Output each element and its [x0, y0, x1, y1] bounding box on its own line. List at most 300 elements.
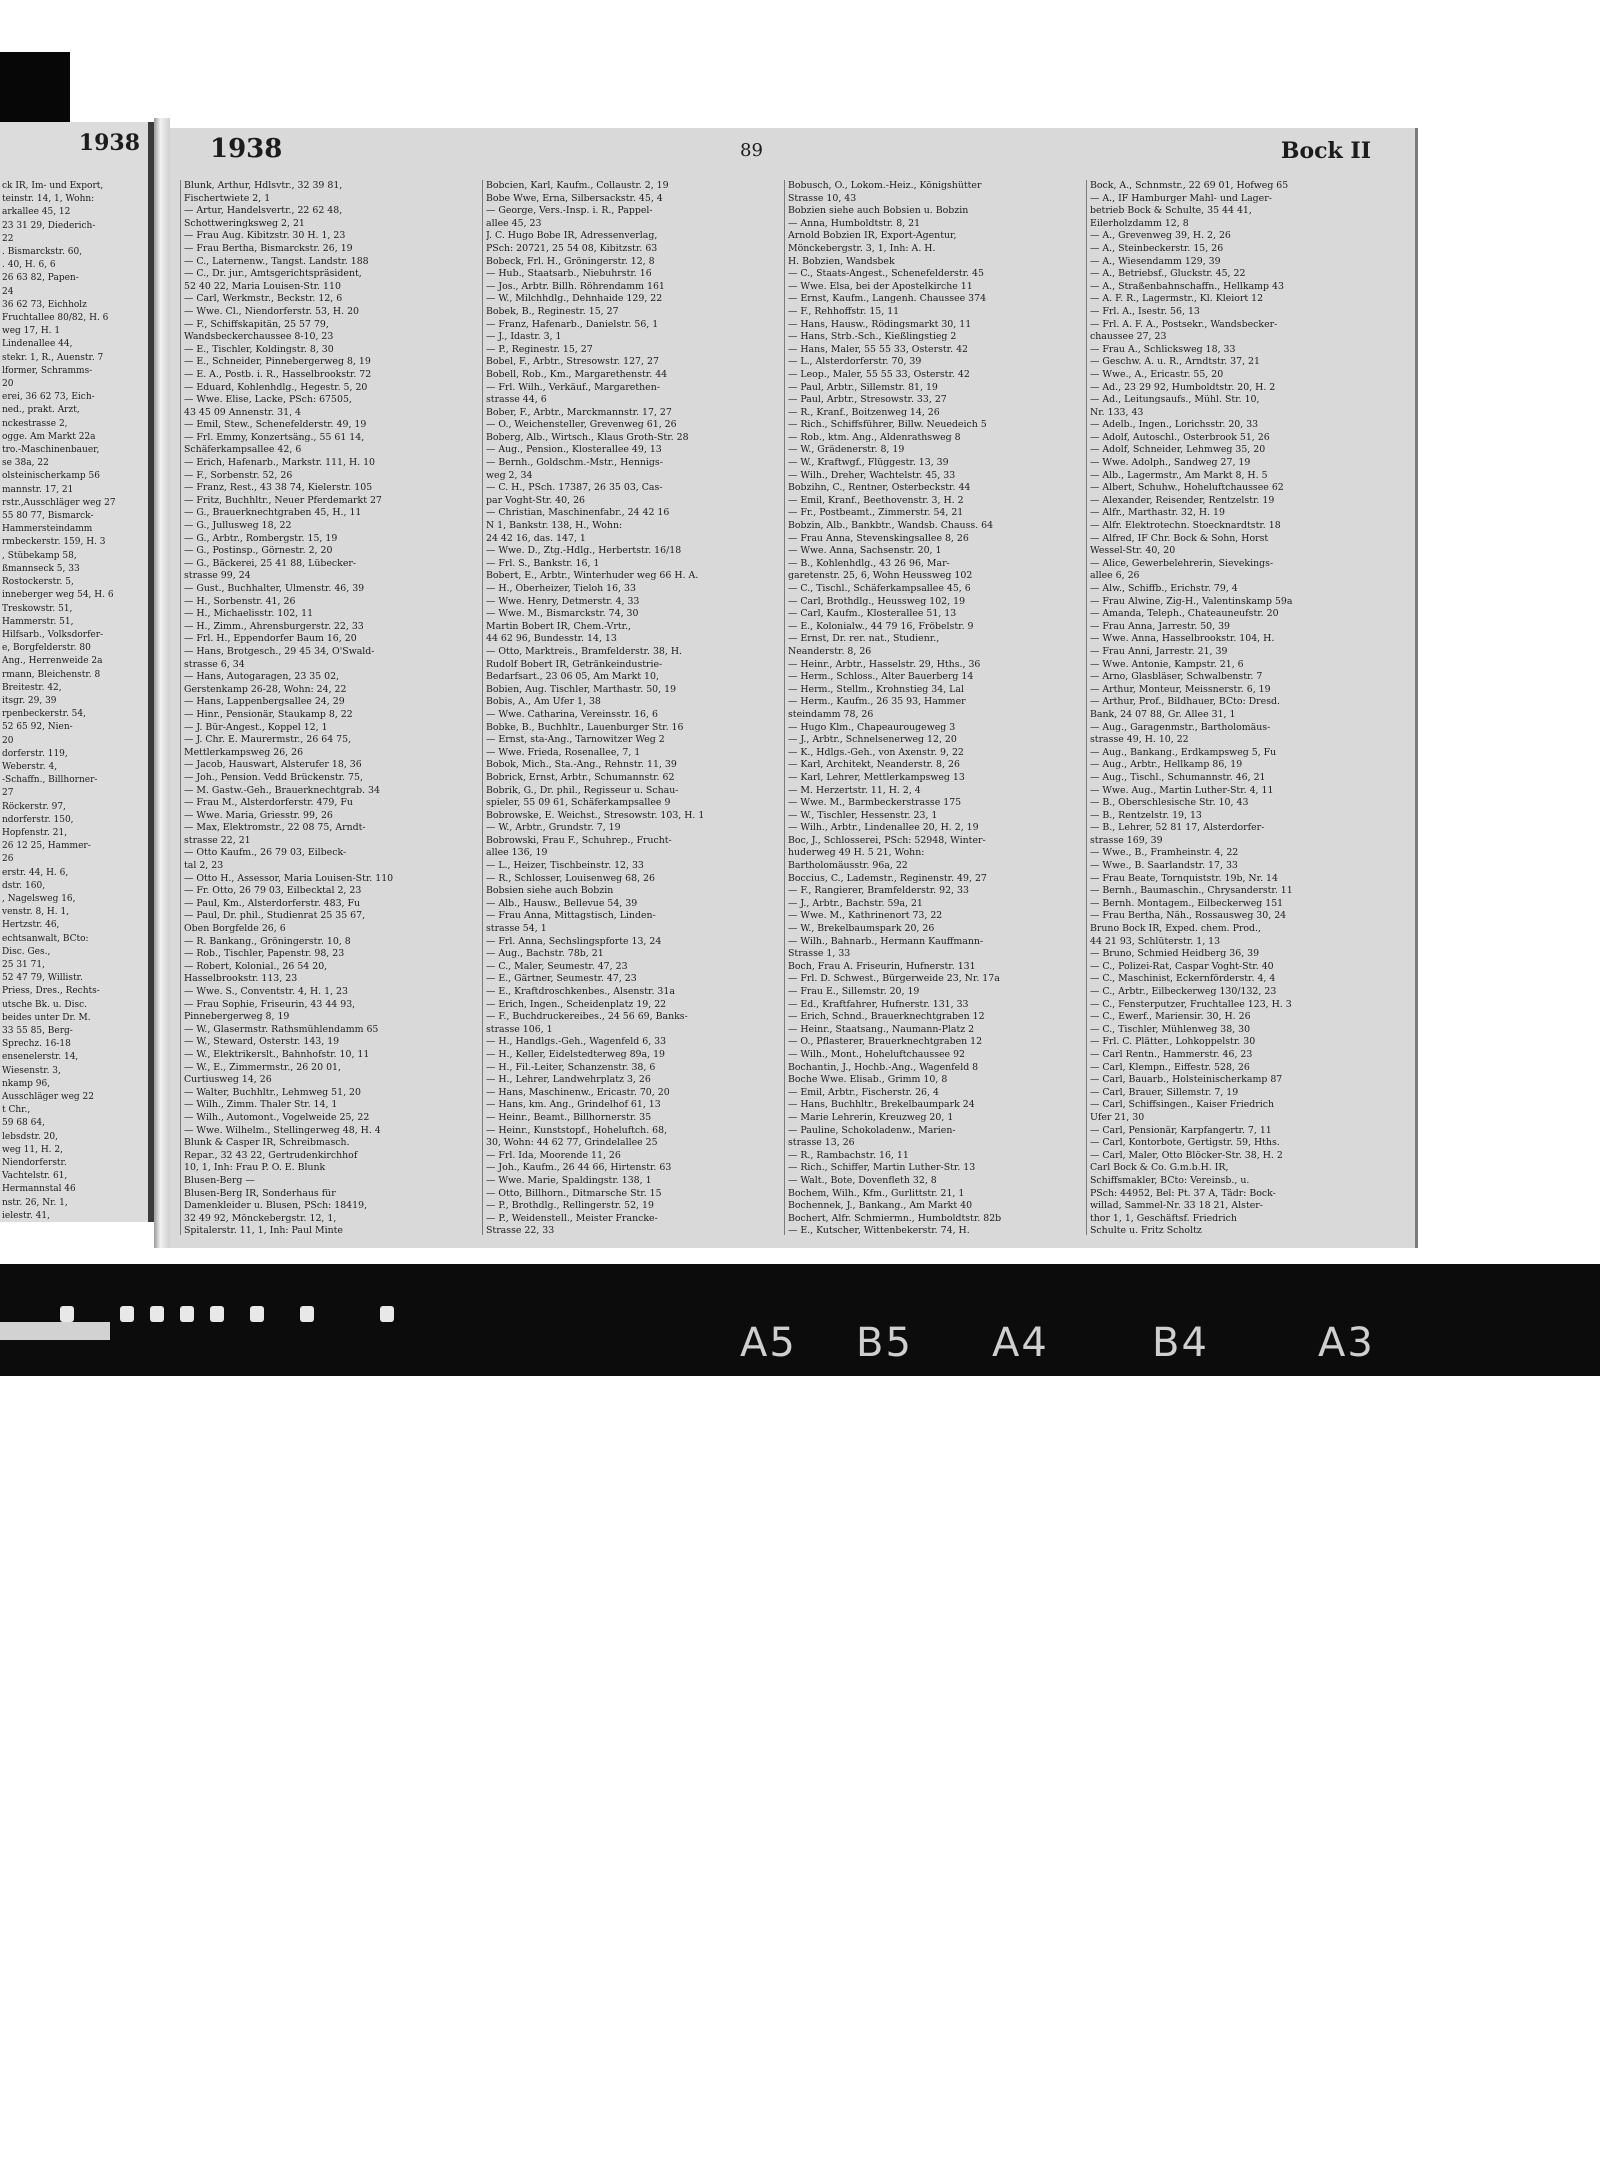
- directory-entry: — Walter, Buchhltr., Lehmweg 51, 20: [184, 1086, 361, 1098]
- directory-entry: — J. Chr. E. Maurermstr., 26 64 75,: [184, 734, 352, 746]
- directory-entry: — Frl. A., Isestr. 56, 13: [1090, 305, 1200, 317]
- directory-entry: — Carl, Kontorbote, Gertigstr. 59, Hths.: [1090, 1137, 1280, 1149]
- directory-entry: strasse 106, 1: [486, 1023, 553, 1035]
- directory-entry: — Emil, Stew., Schenefelderstr. 49, 19: [184, 419, 367, 431]
- left-page-line: Disc. Ges.,: [2, 946, 51, 957]
- directory-entry: — P., Brothdlg., Rellingerstr. 52, 19: [486, 1200, 654, 1212]
- microfilm-strip: [0, 1264, 1600, 1376]
- directory-entry: — C., Dr. jur., Amtsgerichtspräsident,: [184, 268, 362, 280]
- directory-entry: — W., Brekelbaumspark 20, 26: [788, 923, 935, 935]
- directory-entry: — A., Straßenbahnschaffn., Hellkamp 43: [1090, 280, 1284, 292]
- directory-entry: Bober, F., Arbtr., Marckmannstr. 17, 27: [486, 406, 672, 418]
- directory-entry: Mettlerkampsweg 26, 26: [184, 746, 304, 758]
- directory-entry: — C., Ewerf., Mariensir. 30, H. 26: [1090, 1011, 1251, 1023]
- directory-entry: — H., Handlgs.-Geh., Wagenfeld 6, 33: [486, 1036, 667, 1048]
- directory-entry: 32 49 92, Mönckebergstr. 12, 1,: [184, 1212, 337, 1224]
- left-page-line: 52 65 92, Nien-: [2, 722, 73, 733]
- directory-entry: — A., Betriebsf., Gluckstr. 45, 22: [1090, 268, 1246, 280]
- directory-entry: — F., Schiffskapitän, 25 57 79,: [184, 318, 329, 330]
- directory-entry: — Erich, Ingen., Scheidenplatz 19, 22: [486, 998, 667, 1010]
- directory-entry: — L., Heizer, Tischbeinstr. 12, 33: [486, 860, 644, 872]
- directory-entry: — Paul, Km., Alsterdorferstr. 483, Fu: [184, 897, 361, 909]
- directory-entry: — G., Jullusweg 18, 22: [184, 520, 292, 532]
- directory-entry: — R. Bankang., Gröningerstr. 10, 8: [184, 935, 351, 947]
- directory-entry: Bochantin, J., Hochb.-Ang., Wagenfeld 8: [788, 1061, 979, 1073]
- directory-entry: Bobrik, G., Dr. phil., Regisseur u. Schau-: [486, 784, 679, 796]
- directory-entry: — Wwe. Cl., Niendorferstr. 53, H. 20: [184, 305, 359, 317]
- directory-entry: strasse 13, 26: [788, 1137, 855, 1149]
- left-page-line: ck IR, Im- und Export,: [2, 181, 104, 191]
- directory-entry: — Arthur, Prof., Bildhauer, BCto: Dresd.: [1090, 696, 1281, 708]
- left-page-line: tro.-Maschinenbauer,: [2, 445, 100, 456]
- directory-entry: — Arthur, Monteur, Meissnerstr. 6, 19: [1090, 683, 1271, 695]
- directory-entry: — Frau Bertha, Bismarckstr. 26, 19: [184, 242, 353, 254]
- directory-entry: — Anna, Humboldtstr. 8, 21: [788, 217, 921, 229]
- directory-entry: — C., Tischl., Schäferkampsallee 45, 6: [788, 583, 971, 594]
- directory-entry: Strasse 10, 43: [788, 192, 857, 204]
- directory-entry: — A., Steinbeckerstr. 15, 26: [1090, 242, 1224, 254]
- directory-entry: — Aug., Bankang., Erdkampsweg 5, Fu: [1090, 746, 1277, 758]
- directory-entry: Blunk, Arthur, Hdlsvtr., 32 39 81,: [184, 180, 343, 191]
- directory-entry: — Frau Bertha, Näh., Rossausweg 30, 24: [1090, 910, 1287, 922]
- directory-entry: — H., Sorbenstr. 41, 26: [184, 595, 296, 607]
- directory-entry: — Christian, Maschinenfabr., 24 42 16: [486, 507, 670, 519]
- film-perforation: [210, 1306, 224, 1322]
- film-perforation: [250, 1306, 264, 1322]
- directory-entry: — Carl, Schiffsingen., Kaiser Friedrich: [1090, 1099, 1275, 1111]
- directory-entry: — E., Schneider, Pinnebergerweg 8, 19: [184, 356, 371, 368]
- left-page-line: 55 80 77, Bismarck-: [2, 511, 94, 522]
- left-page-year: 1938: [78, 130, 140, 156]
- directory-entry: — Aug., Bachstr. 78b, 21: [486, 948, 604, 960]
- directory-entry: — B., Lehrer, 52 81 17, Alsterdorfer-: [1090, 822, 1265, 834]
- left-page-line: beides unter Dr. M.: [2, 1012, 91, 1023]
- directory-entry: — Carl, Klempn., Eiffestr. 528, 26: [1090, 1061, 1250, 1073]
- directory-entry: — Frau Aug. Kibitzstr. 30 H. 1, 23: [184, 230, 346, 242]
- directory-entry: — E., Tischler, Koldingstr. 8, 30: [184, 343, 334, 355]
- directory-entry: — Joh., Kaufm., 26 44 66, Hirtenstr. 63: [486, 1162, 672, 1174]
- film-label: B4: [1152, 1320, 1209, 1366]
- left-page-line: Sprechz. 16-18: [2, 1039, 71, 1050]
- left-page-fragment: [0, 122, 154, 1222]
- directory-entry: — F., Rehhoffstr. 15, 11: [788, 305, 900, 317]
- directory-entry: — J., Idastr. 3, 1: [486, 331, 562, 343]
- directory-entry: — Wwe. Frieda, Rosenallee, 7, 1: [486, 746, 641, 758]
- directory-entry: — Wwe. Maria, Griesstr. 99, 26: [184, 809, 333, 821]
- directory-entry: — M. Herzertstr. 11, H. 2, 4: [788, 784, 921, 796]
- directory-entry: — Hans, Brotgesch., 29 45 34, O'Swald-: [184, 645, 375, 657]
- left-page-line: weg 11, H. 2,: [2, 1144, 63, 1155]
- directory-entry: — F., Sorbenstr. 52, 26: [184, 469, 293, 481]
- directory-entry: garetenstr. 25, 6, Wohn Heussweg 102: [788, 570, 973, 582]
- left-page-line: 25 31 71,: [2, 959, 45, 970]
- directory-entry: — G., Brauerknechtgraben 45, H., 11: [184, 507, 362, 519]
- left-page-line: Wiesenstr. 3,: [2, 1065, 61, 1076]
- directory-entry: — C., Polizei-Rat, Caspar Voght-Str. 40: [1090, 960, 1274, 972]
- directory-entry: Hasselbrookstr. 113, 23: [184, 973, 298, 985]
- directory-entry: — Walt., Bote, Dovenfleth 32, 8: [788, 1174, 937, 1186]
- directory-entry: — C. H., PSch. 17387, 26 35 03, Cas-: [486, 482, 663, 494]
- directory-entry: — Hans, Hausw., Rödingsmarkt 30, 11: [788, 318, 972, 330]
- directory-entry: — Aug., Pension., Klosterallee 49, 13: [486, 444, 662, 456]
- left-page-line: Hammersteindamm: [2, 524, 93, 535]
- page-year: 1938: [210, 134, 283, 164]
- directory-entry: — Paul, Arbtr., Stresowstr. 33, 27: [788, 394, 947, 406]
- directory-entry: — E., Gärtner, Seumestr. 47, 23: [486, 973, 637, 985]
- directory-entry: — Arno, Glasbläser, Schwalbenstr. 7: [1090, 671, 1263, 683]
- directory-entry: Eilerholzdamm 12, 8: [1090, 217, 1189, 229]
- left-page-line: 52 47 79, Willistr.: [2, 973, 83, 984]
- left-page-line: utsche Bk. u. Disc.: [2, 999, 87, 1010]
- directory-entry: — Bernh., Goldschm.-Mstr., Hennigs-: [486, 457, 663, 469]
- directory-entry: Bobis, A., Am Ufer 1, 38: [486, 696, 601, 708]
- directory-entry: — Carl, Maler, Otto Blöcker-Str. 38, H. 2: [1090, 1149, 1283, 1161]
- directory-entry: — C., Maler, Seumestr. 47, 23: [486, 960, 628, 972]
- directory-entry: strasse 169, 39: [1090, 834, 1163, 846]
- directory-entry: thor 1, 1, Geschäftsf. Friedrich: [1090, 1212, 1237, 1224]
- directory-entry: chaussee 27, 23: [1090, 331, 1167, 343]
- left-page-line: 33 55 85, Berg-: [2, 1026, 73, 1036]
- directory-entry: — Pauline, Schokoladenw., Marien-: [788, 1124, 956, 1136]
- directory-entry: — Rob., ktm. Ang., Aldenrathsweg 8: [788, 431, 961, 443]
- left-page-line: lformer, Schramms-: [2, 365, 93, 376]
- directory-entry: — Alfr., Marthastr. 32, H. 19: [1090, 507, 1225, 519]
- directory-entry: — Bernh. Montagem., Eilbeckerweg 151: [1090, 897, 1284, 909]
- directory-entry: Arnold Bobzien IR, Export-Agentur,: [788, 230, 957, 242]
- directory-entry: Nr. 133, 43: [1090, 406, 1144, 418]
- directory-entry: Damenkleider u. Blusen, PSch: 18419,: [184, 1200, 368, 1212]
- directory-entry: — Alb., Hausw., Bellevue 54, 39: [486, 897, 638, 909]
- directory-entry: — H., Oberheizer, Tieloh 16, 33: [486, 583, 636, 594]
- film-bar: [0, 1322, 110, 1340]
- directory-entry: — Gust., Buchhalter, Ulmenstr. 46, 39: [184, 583, 365, 594]
- left-page-line: inneberger weg 54, H. 6: [2, 590, 114, 601]
- directory-entry: — Ed., Kraftfahrer, Hufnerstr. 131, 33: [788, 998, 969, 1010]
- directory-entry: — A., IF Hamburger Mahl- und Lager-: [1090, 192, 1272, 204]
- directory-entry: — Herm., Schloss., Alter Bauerberg 14: [788, 671, 974, 683]
- directory-entry: — C., Tischler, Mühlenweg 38, 30: [1090, 1023, 1251, 1035]
- left-page-line: 22: [2, 233, 14, 244]
- directory-entry: — Wwe. Catharina, Vereinsstr. 16, 6: [486, 708, 658, 720]
- directory-entry: — Frau Anna, Mittagstisch, Linden-: [486, 910, 656, 922]
- directory-entry: — Carl, Brauer, Sillemstr. 7, 19: [1090, 1086, 1239, 1098]
- directory-entry: — Hans, Autogaragen, 23 35 02,: [184, 671, 340, 683]
- directory-entry: — Hub., Staatsarb., Niebuhrstr. 16: [486, 268, 652, 280]
- directory-entry: — C., Maschinist, Eckernförderstr. 4, 4: [1090, 973, 1276, 985]
- left-page-line: nstr. 26, Nr. 1,: [2, 1197, 68, 1208]
- directory-entry: — Wilh., Automont., Vogelweide 25, 22: [184, 1111, 370, 1123]
- directory-entry: huderweg 49 H. 5 21, Wohn:: [788, 847, 925, 859]
- directory-entry: Rudolf Bobert IR, Getränkeindustrie-: [486, 658, 663, 670]
- directory-entry: — Wwe. M., Kathrinenort 73, 22: [788, 910, 943, 922]
- directory-entry: — George, Vers.-Insp. i. R., Pappel-: [486, 205, 653, 217]
- directory-entry: — Frl. H., Eppendorfer Baum 16, 20: [184, 633, 357, 645]
- directory-entry: — Ernst, Kaufm., Langenh. Chaussee 374: [788, 293, 987, 305]
- left-page-line: rpenbeckerstr. 54,: [2, 709, 86, 720]
- left-page-line: Ang., Herrenweide 2a: [2, 656, 103, 667]
- left-page-line: 36 62 73, Eichholz: [2, 299, 87, 310]
- directory-entry: — Heinr., Beamt., Billhornerstr. 35: [486, 1111, 652, 1123]
- left-page-line: Treskowstr. 51,: [2, 603, 73, 614]
- directory-entry: — Amanda, Teleph., Chateauneufstr. 20: [1090, 608, 1279, 620]
- directory-entry: — Alb., Lagermstr., Am Markt 8, H. 5: [1090, 469, 1268, 481]
- directory-entry: — Wilh., Mont., Hoheluftchaussee 92: [788, 1048, 966, 1060]
- directory-entry: Mönckebergstr. 3, 1, Inh: A. H.: [788, 242, 936, 254]
- directory-entry: — E., Kraftdroschkenbes., Alsenstr. 31a: [486, 986, 675, 997]
- directory-entry: Bobrowski, Frau F., Schuhrep., Frucht-: [486, 834, 672, 846]
- left-page-line: , Stübekamp 58,: [2, 550, 77, 561]
- directory-entry: Bobusch, O., Lokom.-Heiz., Königshütter: [788, 180, 982, 191]
- directory-entry: Bobsien siehe auch Bobzin: [486, 885, 614, 897]
- directory-entry: — Paul, Arbtr., Sillemstr. 81, 19: [788, 381, 938, 393]
- directory-entry: — C., Laternenw., Tangst. Landstr. 188: [184, 255, 369, 267]
- directory-column-2: [482, 180, 780, 1235]
- directory-entry: — R., Kranf., Boitzenweg 14, 26: [788, 406, 940, 418]
- left-page-line: Ausschläger weg 22: [2, 1092, 94, 1103]
- directory-entry: — Herm., Kaufm., 26 35 93, Hammer: [788, 696, 966, 708]
- left-page-line: ielestr. 41,: [2, 1210, 50, 1221]
- directory-entry: H. Bobzien, Wandsbek: [788, 255, 895, 267]
- directory-entry: willad, Sammel-Nr. 33 18 21, Alster-: [1090, 1200, 1263, 1212]
- directory-entry: — Albert, Schuhw., Hoheluftchaussee 62: [1090, 482, 1284, 494]
- left-page-line: olsteinischerkamp 56: [2, 471, 100, 482]
- directory-entry: — Frau E., Sillemstr. 20, 19: [788, 986, 920, 997]
- directory-entry: — W., Elektrikerslt., Bahnhofstr. 10, 11: [184, 1048, 370, 1060]
- left-page-line: weg 17, H. 1: [2, 326, 61, 337]
- directory-entry: Bobel, F., Arbtr., Stresowstr. 127, 27: [486, 356, 659, 368]
- directory-entry: — Wwe. Marie, Spaldingstr. 138, 1: [486, 1174, 652, 1186]
- directory-column-4: [1086, 180, 1384, 1235]
- directory-entry: — Frau Anni, Jarrestr. 21, 39: [1090, 645, 1228, 657]
- directory-entry: — A., Wiesendamm 129, 39: [1090, 255, 1221, 267]
- directory-entry: — Robert, Kolonial., 26 54 20,: [184, 960, 328, 972]
- left-page-line: 26: [2, 854, 14, 865]
- directory-entry: Bartholomäusstr. 96a, 22: [788, 860, 908, 872]
- directory-entry: steindamm 78, 26: [788, 708, 874, 720]
- directory-entry: — Frau Anna, Jarrestr. 50, 39: [1090, 620, 1231, 632]
- directory-entry: Gerstenkamp 26-28, Wohn: 24, 22: [184, 683, 347, 695]
- directory-entry: — Frl. Wilh., Verkäuf., Margarethen-: [486, 381, 660, 393]
- directory-entry: — B., Kohlenhdlg., 43 26 96, Mar-: [788, 557, 950, 569]
- directory-entry: Bobok, Mich., Sta.-Ang., Rehnstr. 11, 39: [486, 759, 677, 771]
- directory-entry: — Wwe. D., Ztg.-Hdlg., Herbertstr. 16/18: [486, 545, 682, 557]
- directory-entry: — Frl. S., Bankstr. 16, 1: [486, 557, 600, 569]
- directory-entry: — Wwe. Anna, Sachsenstr. 20, 1: [788, 545, 942, 557]
- left-page-line: ned., prakt. Arzt,: [2, 405, 80, 416]
- directory-entry: Blunk & Casper IR, Schreibmasch.: [184, 1137, 350, 1149]
- film-label: A4: [992, 1320, 1049, 1366]
- directory-entry: Bobzihn, C., Rentner, Osterbeckstr. 44: [788, 482, 971, 494]
- directory-entry: Bruno Bock IR, Exped. chem. Prod.,: [1090, 923, 1261, 935]
- directory-entry: Bobzin, Alb., Bankbtr., Wandsb. Chauss. 64: [788, 520, 994, 532]
- directory-entry: Wessel-Str. 40, 20: [1090, 545, 1176, 557]
- directory-entry: Schulte u. Fritz Scholtz: [1090, 1225, 1202, 1235]
- directory-entry: weg 2, 34: [486, 469, 533, 481]
- directory-entry: — O., Pflasterer, Brauerknechtgraben 12: [788, 1036, 983, 1048]
- directory-entry: — R., Rambachstr. 16, 11: [788, 1149, 909, 1161]
- directory-entry: — E., Kolonialw., 44 79 16, Fröbelstr. 9: [788, 620, 974, 632]
- directory-entry: — Wwe. Henry, Detmerstr. 4, 33: [486, 595, 640, 607]
- directory-entry: — Wwe. S., Conventstr. 4, H. 1, 23: [184, 986, 348, 997]
- directory-entry: Bochennek, J., Bankang., Am Markt 40: [788, 1200, 973, 1212]
- directory-entry: — Otto, Billhorn., Ditmarsche Str. 15: [486, 1187, 662, 1199]
- directory-entry: — Marie Lehrerin, Kreuzweg 20, 1: [788, 1111, 954, 1123]
- directory-entry: — Wwe. Elsa, bei der Apostelkirche 11: [788, 280, 973, 292]
- directory-entry: — B., Oberschlesische Str. 10, 43: [1090, 797, 1249, 809]
- directory-entry: — Fr., Postbeamt., Zimmerstr. 54, 21: [788, 507, 964, 519]
- left-page-line: -Schaffn., Billhorner-: [2, 775, 98, 786]
- left-page-line: Hammerstr. 51,: [2, 616, 74, 627]
- left-page-line: Fruchtallee 80/82, H. 6: [2, 313, 109, 324]
- directory-entry: — Carl, Pensionär, Karpfangertr. 7, 11: [1090, 1124, 1272, 1136]
- directory-entry: Boch, Frau A. Friseurin, Hufnerstr. 131: [788, 960, 976, 972]
- directory-entry: — Wilh., Dreher, Wachtelstr. 45, 33: [788, 469, 956, 481]
- directory-entry: Boc, J., Schlosserei, PSch: 52948, Winter-: [788, 834, 986, 846]
- directory-entry: — Wwe. Antonie, Kampstr. 21, 6: [1090, 658, 1244, 670]
- directory-entry: — Artur, Handelsvertr., 22 62 48,: [184, 205, 343, 217]
- directory-entry: — Aug., Tischl., Schumannstr. 46, 21: [1090, 771, 1266, 783]
- directory-entry: allee 45, 23: [486, 217, 542, 229]
- directory-entry: — Joh., Pension. Vedd Brückenstr. 75,: [184, 771, 363, 783]
- directory-entry: Carl Bock & Co. G.m.b.H. IR,: [1090, 1162, 1229, 1174]
- directory-entry: — H., Zimm., Ahrensburgerstr. 22, 33: [184, 620, 364, 632]
- directory-columns: [180, 180, 1388, 1235]
- directory-entry: — Hugo Klm., Chapeaurougeweg 3: [788, 721, 956, 733]
- directory-entry: — Otto H., Assessor, Maria Louisen-Str. 110: [184, 872, 394, 884]
- directory-entry: — Rob., Tischler, Papenstr. 98, 23: [184, 948, 345, 960]
- directory-entry: — W., E., Zimmermstr., 26 20 01,: [184, 1061, 341, 1073]
- directory-entry: — Frau Beate, Tornquiststr. 19b, Nr. 14: [1090, 872, 1278, 884]
- film-perforation: [380, 1306, 394, 1322]
- left-page-line: itsgr. 29, 39: [2, 695, 57, 706]
- directory-entry: tal 2, 23: [184, 860, 224, 872]
- directory-entry: — C., Arbtr., Eilbeckerweg 130/132, 23: [1090, 986, 1277, 997]
- directory-entry: Bobrick, Ernst, Arbtr., Schumannstr. 62: [486, 771, 675, 783]
- left-page-line: teinstr. 14, 1, Wohn:: [2, 194, 95, 205]
- film-label: B5: [856, 1320, 913, 1366]
- scan-background: [0, 1248, 1600, 2177]
- directory-entry: — B., Rentzelstr. 19, 13: [1090, 809, 1202, 821]
- directory-entry: — E., Kutscher, Wittenbekerstr. 74, H.: [788, 1225, 970, 1235]
- left-page-line: echtsanwalt, BCto:: [2, 933, 89, 944]
- directory-entry: Bobke, B., Buchhltr., Lauenburger Str. 16: [486, 721, 684, 733]
- left-page-line: dorferstr. 119,: [2, 748, 68, 759]
- left-page-line: nkamp 96,: [2, 1078, 51, 1089]
- directory-entry: Bobien, Aug. Tischler, Marthastr. 50, 19: [486, 683, 677, 695]
- directory-entry: — K., Hdlgs.-Geh., von Axenstr. 9, 22: [788, 746, 964, 758]
- left-page-line: rmann, Bleichenstr. 8: [2, 669, 101, 680]
- directory-entry: Ufer 21, 30: [1090, 1111, 1145, 1123]
- film-perforation: [300, 1306, 314, 1322]
- directory-entry: — H., Michaelisstr. 102, 11: [184, 608, 314, 620]
- directory-entry: — Wilh., Bahnarb., Hermann Kauffmann-: [788, 935, 984, 947]
- left-page-line: ndorferstr. 150,: [2, 814, 74, 825]
- directory-entry: — Frl. A. F. A., Postsekr., Wandsbecker-: [1090, 318, 1278, 330]
- directory-entry: — Frl. C. Plätter., Lohkoppelstr. 30: [1090, 1036, 1256, 1048]
- left-page-line: ßmannseck 5, 33: [2, 563, 80, 574]
- directory-entry: J. C. Hugo Bobe IR, Adressenverlag,: [486, 230, 658, 242]
- directory-entry: — Eduard, Kohlenhdlg., Hegestr. 5, 20: [184, 381, 368, 393]
- left-page-line: 24: [2, 286, 14, 297]
- directory-entry: — Wilh., Arbtr., Lindenallee 20, H. 2, 19: [788, 822, 979, 834]
- directory-entry: — Frau M., Alsterdorferstr. 479, Fu: [184, 797, 353, 809]
- directory-entry: Blusen-Berg IR, Sonderhaus für: [184, 1187, 336, 1199]
- directory-entry: — A. F. R., Lagermstr., Kl. Kleiort 12: [1090, 293, 1264, 305]
- directory-entry: — L., Alsterdorferstr. 70, 39: [788, 356, 922, 368]
- directory-entry: — Aug., Arbtr., Hellkamp 86, 19: [1090, 759, 1243, 771]
- directory-entry: — W., Steward, Osterstr. 143, 19: [184, 1036, 340, 1048]
- left-page-line: 23 31 29, Diederich-: [2, 220, 96, 231]
- directory-entry: — Hans, km. Ang., Grindelhof 61, 13: [486, 1099, 661, 1111]
- directory-entry: — Fritz, Buchhltr., Neuer Pferdemarkt 27: [184, 494, 382, 506]
- directory-entry: — Jacob, Hauswart, Alsterufer 18, 36: [184, 759, 362, 771]
- directory-entry: — Ernst, Dr. rer. nat., Studienr.,: [788, 633, 940, 645]
- directory-column-3: [784, 180, 1082, 1235]
- directory-entry: — Jos., Arbtr. Billh. Röhrendamm 161: [486, 280, 665, 292]
- directory-entry: — Carl, Bauarb., Holsteinischerkamp 87: [1090, 1074, 1283, 1086]
- directory-entry: Bochert, Alfr. Schmiermn., Humboldtstr. 82b: [788, 1212, 1002, 1224]
- directory-entry: Bochem, Wilh., Kfm., Gurlittstr. 21, 1: [788, 1187, 965, 1199]
- directory-entry: Repar., 32 43 22, Gertrudenkirchhof: [184, 1149, 358, 1161]
- directory-entry: — Geschw. A. u. R., Arndtstr. 37, 21: [1090, 356, 1260, 368]
- directory-entry: — E. A., Postb. i. R., Hasselbrookstr. 72: [184, 368, 372, 380]
- directory-entry: — Frl. Emmy, Konzertsäng., 55 61 14,: [184, 431, 365, 443]
- directory-entry: — Adolf, Schneider, Lehmweg 35, 20: [1090, 444, 1266, 456]
- directory-entry: — Hans, Maschinenw., Ericastr. 70, 20: [486, 1086, 670, 1098]
- left-page-line: Hertzstr. 46,: [2, 920, 60, 931]
- directory-entry: Schäferkampsallee 42, 6: [184, 444, 302, 456]
- directory-entry: — Wwe. M., Bismarckstr. 74, 30: [486, 608, 639, 620]
- directory-entry: — A., Grevenweg 39, H. 2, 26: [1090, 230, 1231, 242]
- directory-entry: — Wwe., B. Saarlandstr. 17, 33: [1090, 860, 1238, 872]
- directory-entry: — Frau Alwine, Zig-H., Valentinskamp 59a: [1090, 595, 1293, 607]
- directory-entry: — Karl, Architekt, Neanderstr. 8, 26: [788, 759, 960, 771]
- directory-entry: — Franz, Hafenarb., Danielstr. 56, 1: [486, 318, 659, 330]
- directory-entry: — F., Buchdruckereibes., 24 56 69, Banks-: [486, 1011, 688, 1023]
- directory-entry: Bobert, E., Arbtr., Winterhuder weg 66 H. A.: [486, 570, 699, 582]
- directory-entry: — W., Glasermstr. Rathsmühlendamm 65: [184, 1023, 379, 1035]
- left-page-line: rmbeckerstr. 159, H. 3: [2, 537, 106, 548]
- left-page-line: mannstr. 17, 21: [2, 484, 74, 495]
- directory-entry: — Alw., Schiffb., Erichstr. 79, 4: [1090, 583, 1238, 594]
- film-perforation: [180, 1306, 194, 1322]
- directory-entry: — Ernst, sta-Ang., Tarnowitzer Weg 2: [486, 734, 665, 746]
- directory-entry: Pinnebergerweg 8, 19: [184, 1011, 290, 1023]
- left-page-line: Röckerstr. 97,: [2, 801, 66, 812]
- directory-entry: — Frl. D. Schwest., Bürgerweide 23, Nr. 17a: [788, 973, 1000, 985]
- left-page-line: Rostockerstr. 5,: [2, 577, 74, 588]
- left-page-line: erei, 36 62 73, Eich-: [2, 392, 95, 403]
- directory-entry: Boberg, Alb., Wirtsch., Klaus Groth-Str. 28: [486, 431, 689, 443]
- directory-entry: — Paul, Dr. phil., Studienrat 25 35 67,: [184, 910, 366, 922]
- left-page-line: . Bismarckstr. 60,: [2, 247, 83, 258]
- directory-entry: — Hans, Lappenbergsallee 24, 29: [184, 696, 345, 708]
- film-label: A5: [740, 1320, 797, 1366]
- directory-entry: Schiffsmakler, BCto: Vereinsb., u.: [1090, 1174, 1250, 1186]
- directory-entry: PSch: 44952, Bel: Pt. 37 A, Tädr: Bock-: [1090, 1187, 1276, 1199]
- directory-entry: — Rich., Schiffsführer, Billw. Neuedeich 5: [788, 419, 987, 431]
- directory-entry: strasse 99, 24: [184, 570, 251, 582]
- left-page-text: [2, 180, 144, 1222]
- directory-entry: — H., Fil.-Leiter, Schanzenstr. 38, 6: [486, 1061, 656, 1073]
- directory-entry: — G., Arbtr., Rombergstr. 15, 19: [184, 532, 338, 544]
- directory-entry: — Frau Anna, Stevenskingsallee 8, 26: [788, 532, 969, 544]
- directory-entry: strasse 44, 6: [486, 394, 547, 406]
- left-page-line: 26 63 82, Papen-: [2, 273, 79, 284]
- directory-entry: — Heinr., Staatsang., Naumann-Platz 2: [788, 1023, 975, 1035]
- directory-entry: — Hans, Maler, 55 55 33, Osterstr. 42: [788, 343, 968, 355]
- directory-entry: 30, Wohn: 44 62 77, Grindelallee 25: [486, 1137, 658, 1149]
